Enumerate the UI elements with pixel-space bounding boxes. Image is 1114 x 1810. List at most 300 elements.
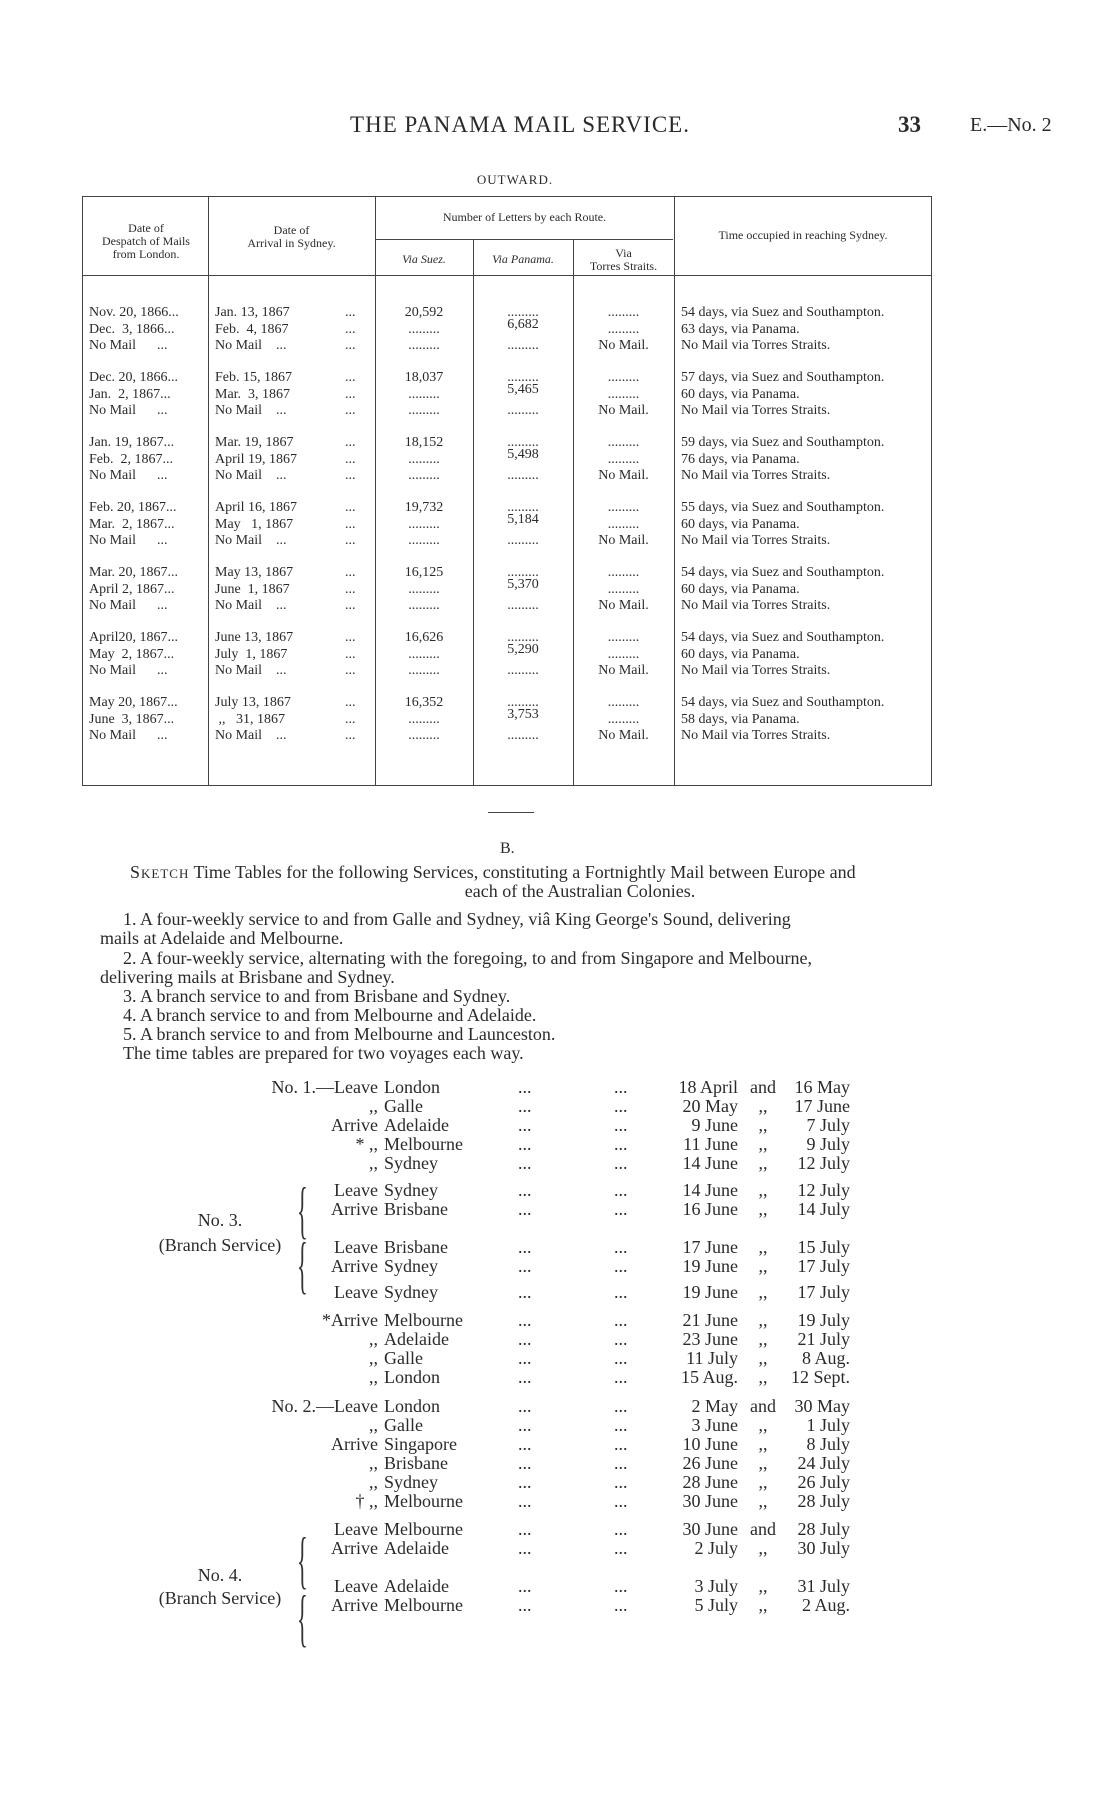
table-cell-despatch: No Mail ... [89,338,168,353]
table-cell-suez: ......... [408,598,440,613]
intro-line-2: each of the Australian Colonies. [464,881,696,901]
timetable-place: Melbourne [384,1310,463,1330]
table-cell-arrival: No Mail ... [215,468,287,483]
table-cell-time: 54 days, via Suez and Southampton. [681,305,885,320]
timetable-action: Arrive [331,1115,378,1135]
table-cell-despatch: April 2, 1867... [89,581,175,597]
table-cell-despatch: Dec. 20, 1866... [89,370,179,385]
dot-leader: ... [614,1199,628,1219]
table-cell-despatch: June 3, 1867... [89,711,175,727]
timetable-date-second: 14 July [797,1199,850,1219]
table-cell-time: 57 days, via Suez and Southampton. [681,370,885,385]
timetable-action: Leave [334,1180,378,1200]
dot-leader: ... [614,1348,628,1368]
table-cell-torres: ......... [607,370,640,385]
table-cell-suez: 16,626 [404,630,444,645]
service-item: 3. A branch service to and from Brisbane and Sydney. [123,986,511,1006]
table-cell-panama: ......... [507,500,539,515]
table-cell-suez: ......... [408,533,440,548]
table-cell-arrival: No Mail ... [215,338,287,353]
col-header-suez: Via Suez. [402,252,446,266]
timetable-row [0,1310,1114,1330]
table-cell-despatch: Feb. 20, 1867... [89,500,177,515]
timetable-row [0,1367,1114,1387]
table-cell-arrival: July 13, 1867 [215,695,291,710]
timetable-place: London [384,1396,440,1416]
timetable-separator: ,, [758,1115,768,1135]
dot-leader: ... [345,468,356,483]
timetable-place: Galle [384,1415,423,1435]
dot-leader: ... [614,1367,628,1387]
table-cell-time: No Mail via Torres Straits. [681,533,831,548]
table-row-group [83,305,931,365]
timetable-date-second: 2 Aug. [801,1595,850,1615]
timetable-row [0,1538,1114,1558]
service-item-cont: mails at Adelaide and Melbourne. [100,928,344,948]
timetable-row [0,1096,1114,1116]
table-cell-panama: ......... [507,695,539,710]
timetable-action: Leave [334,1282,378,1302]
timetable-place: Brisbane [384,1199,448,1219]
table-cell-despatch: Dec. 3, 1866... [89,321,175,337]
table-cell-arrival: ,, 31, 1867 [215,711,285,727]
dot-leader: ... [345,581,356,597]
timetable-separator: ,, [758,1310,768,1330]
timetable-date-second: 24 July [797,1453,850,1473]
dot-leader: ... [518,1256,532,1276]
table-cell-time: 55 days, via Suez and Southampton. [681,500,885,515]
table-cell-time: No Mail via Torres Straits. [681,468,831,483]
table-cell-suez: ......... [408,386,440,402]
dot-leader: ... [518,1282,532,1302]
dot-leader: ... [614,1153,628,1173]
timetable-date-second: 28 July [797,1491,850,1511]
table-cell-arrival: Jan. 13, 1867 [215,305,290,320]
table-cell-time: 54 days, via Suez and Southampton. [681,630,885,645]
dot-leader: ... [345,565,356,580]
dot-leader: ... [345,338,356,353]
timetable-place: Adelaide [384,1329,449,1349]
header-divider [375,239,673,240]
timetable-date-second: 1 July [806,1415,850,1435]
dot-leader: ... [614,1491,628,1511]
table-cell-panama: ......... [507,630,539,645]
timetable-date-second: 31 July [797,1576,850,1596]
dot-leader: ... [518,1595,532,1615]
timetable-action: Arrive [331,1256,378,1276]
timetable-date-second: 28 July [797,1519,850,1539]
service-item: 5. A branch service to and from Melbourne and Launceston. [123,1024,556,1044]
timetable-separator: ,, [758,1237,768,1257]
table-cell-arrival: No Mail ... [215,533,287,548]
timetable-date-first: 17 June [682,1237,738,1257]
timetable-place: Sydney [384,1180,438,1200]
section-label-b: B. [500,840,515,857]
table-cell-arrival: No Mail ... [215,598,287,613]
dot-leader: ... [614,1434,628,1454]
table-row-group [83,695,931,755]
dot-leader: ... [345,386,356,402]
dot-leader: ... [518,1472,532,1492]
dot-leader: ... [518,1077,532,1097]
dot-leader: ... [518,1237,532,1257]
dot-leader: ... [518,1576,532,1596]
col-header-time: Time occupied in reaching Sydney. [718,228,888,242]
table-cell-time: 60 days, via Panama. [681,516,800,532]
dot-leader: ... [614,1519,628,1539]
table-cell-time: No Mail via Torres Straits. [681,338,831,353]
timetable-row [0,1256,1114,1276]
col-header-letters: Number of Letters by each Route. [442,210,607,224]
table-cell-despatch: No Mail ... [89,403,168,418]
intro-line-1: Time Tables for the following Services, constituting a Fortnightly Mail between Europe and [193,862,856,882]
timetable-separator: ,, [758,1134,768,1154]
brace-symbol: { [297,1582,308,1653]
dot-leader: ... [345,630,356,645]
timetable-date-first: 15 Aug. [680,1367,738,1387]
table-cell-torres: ......... [607,711,640,727]
table-cell-arrival: April 19, 1867 [215,451,298,467]
timetable-date-first: 18 April [678,1077,738,1097]
table-row-group [83,500,931,560]
page-number: 33 [898,112,921,137]
table-cell-torres: No Mail. [598,338,649,353]
col-header-despatch: Date of Despatch of Mails from London. [102,221,190,261]
timetable-place: Singapore [384,1434,457,1454]
branch-3-number: No. 3. [197,1210,243,1230]
dot-leader: ... [518,1396,532,1416]
table-cell-arrival: Mar. 19, 1867 [215,435,294,450]
branch-4-label: (Branch Service) [158,1588,282,1608]
dot-leader: ... [614,1096,628,1116]
timetable-place: Brisbane [384,1453,448,1473]
table-cell-arrival: May 1, 1867 [215,516,294,532]
table-cell-time: No Mail via Torres Straits. [681,598,831,613]
timetable-place: Sydney [384,1472,438,1492]
timetable-date-first: 21 June [682,1310,738,1330]
table-cell-suez: 18,037 [404,370,444,385]
timetable-date-first: 28 June [682,1472,738,1492]
table-cell-despatch: Feb. 2, 1867... [89,451,173,467]
timetable-separator: ,, [758,1576,768,1596]
table-cell-despatch: No Mail ... [89,663,168,678]
timetable-date-second: 17 July [797,1282,850,1302]
timetable-date-second: 30 July [797,1538,850,1558]
dot-leader: ... [518,1434,532,1454]
timetable-date-first: 9 June [691,1115,738,1135]
timetable-row [0,1453,1114,1473]
dot-leader: ... [614,1256,628,1276]
document-reference: E.—No. 2 [970,114,1052,136]
timetable-date-second: 16 May [794,1077,850,1097]
table-cell-time: 76 days, via Panama. [681,451,800,467]
timetable-row [0,1115,1114,1135]
table-cell-despatch: April20, 1867... [89,630,179,645]
timetable-date-first: 2 May [691,1396,738,1416]
table-cell-suez: ......... [408,663,440,678]
dot-leader: ... [614,1415,628,1435]
table-cell-time: No Mail via Torres Straits. [681,728,831,743]
dot-leader: ... [614,1576,628,1596]
timetable-place: Melbourne [384,1134,463,1154]
table-cell-arrival: April 16, 1867 [215,500,298,515]
dot-leader: ... [614,1472,628,1492]
table-cell-suez: ......... [408,468,440,483]
table-cell-panama: 5,290 [507,642,539,657]
timetable-separator: ,, [758,1538,768,1558]
table-cell-suez: 16,125 [404,565,444,580]
table-cell-torres: No Mail. [598,403,649,418]
table-cell-torres: No Mail. [598,468,649,483]
table-cell-despatch: May 2, 1867... [89,646,175,662]
timetable-action: Leave [334,1237,378,1257]
col-header-arrival: Date of Arrival in Sydney. [247,223,336,250]
table-cell-panama: ......... [507,533,539,548]
table-row-group [83,435,931,495]
timetable-separator: ,, [758,1595,768,1615]
timetable-date-second: 12 July [797,1153,850,1173]
table-cell-arrival: Mar. 3, 1867 [215,386,291,402]
dot-leader: ... [518,1096,532,1116]
service-item: 2. A four-weekly service, alternating with the foregoing, to and from Singapore and Melbourne, [123,948,812,968]
timetable-separator: ,, [758,1096,768,1116]
table-cell-despatch: Nov. 20, 1866... [89,305,179,320]
timetable-action: † ,, [355,1491,378,1511]
table-cell-arrival: June 1, 1867 [215,581,290,597]
table-cell-panama: 5,465 [507,382,539,397]
timetable-place: Sydney [384,1282,438,1302]
dot-leader: ... [614,1310,628,1330]
table-cell-torres: ......... [607,581,640,597]
table-cell-panama: 5,184 [507,512,539,527]
table-cell-arrival: Feb. 4, 1867 [215,321,289,337]
table-cell-panama: ......... [507,728,539,743]
timetable-row [0,1329,1114,1349]
table-cell-panama: ......... [507,598,539,613]
table-cell-panama: ......... [507,338,539,353]
timetable-action: ,, [369,1415,378,1435]
table-row-group [83,630,931,690]
table-cell-panama: ......... [507,565,539,580]
timetable-row [0,1491,1114,1511]
timetable-date-first: 30 June [682,1519,738,1539]
dot-leader: ... [345,663,356,678]
dot-leader: ... [345,451,356,467]
brace-symbol: { [297,1229,308,1300]
table-cell-panama: 6,682 [507,317,539,332]
timetable-action: Arrive [331,1434,378,1454]
timetable-row [0,1396,1114,1416]
timetable-date-second: 17 June [794,1096,850,1116]
dot-leader: ... [345,516,356,532]
timetable-action: ,, [369,1472,378,1492]
timetable-action: Leave [334,1576,378,1596]
table-cell-time: 54 days, via Suez and Southampton. [681,695,885,710]
table-cell-panama: ......... [507,403,539,418]
dot-leader: ... [345,598,356,613]
timetable-action: Arrive [331,1199,378,1219]
timetable-date-first: 30 June [682,1491,738,1511]
timetable-separator: ,, [758,1153,768,1173]
timetable-date-first: 14 June [682,1153,738,1173]
timetable-date-second: 30 May [794,1396,850,1416]
timetable-date-first: 5 July [694,1595,738,1615]
timetable-action: Leave [334,1519,378,1539]
timetable-action: * ,, [355,1134,378,1154]
col-header-panama: Via Panama. [492,252,554,266]
timetable-row [0,1077,1114,1097]
table-cell-panama: ......... [507,305,539,320]
dot-leader: ... [345,403,356,418]
table-cell-panama: ......... [507,663,539,678]
timetable-date-first: 19 June [682,1282,738,1302]
timetable-date-first: 20 May [682,1096,738,1116]
table-cell-suez: ......... [408,516,440,532]
table-cell-torres: No Mail. [598,598,649,613]
timetable-separator: ,, [758,1329,768,1349]
table-cell-arrival: No Mail ... [215,403,287,418]
timetable-date-first: 14 June [682,1180,738,1200]
dot-leader: ... [614,1538,628,1558]
dot-leader: ... [614,1329,628,1349]
table-row-group [83,565,931,625]
timetable-action: No. 1.—Leave [271,1077,378,1097]
table-cell-despatch: No Mail ... [89,468,168,483]
timetable-date-second: 7 July [806,1115,850,1135]
dot-leader: ... [345,305,356,320]
table-cell-torres: ......... [607,565,640,580]
table-cell-suez: ......... [408,338,440,353]
table-cell-suez: 16,352 [404,695,444,710]
dot-leader: ... [518,1115,532,1135]
timetable-row [0,1415,1114,1435]
dot-leader: ... [345,695,356,710]
table-cell-time: 60 days, via Panama. [681,646,800,662]
outward-table [82,196,932,786]
timetable-separator: ,, [758,1180,768,1200]
table-cell-suez: ......... [408,646,440,662]
table-cell-arrival: July 1, 1867 [215,646,288,662]
timetable-date-second: 26 July [797,1472,850,1492]
timetable-row [0,1519,1114,1539]
dot-leader: ... [614,1396,628,1416]
timetable-date-first: 2 July [694,1538,738,1558]
timetable-separator: ,, [758,1472,768,1492]
brace-symbol: { [297,1524,308,1595]
branch-4-number: No. 4. [197,1565,243,1585]
timetable-action: Arrive [331,1595,378,1615]
timetable-action: ,, [369,1153,378,1173]
timetable-action: ,, [369,1096,378,1116]
timetable-place: Sydney [384,1153,438,1173]
timetable-separator: and [750,1396,776,1416]
dot-leader: ... [345,321,356,337]
table-cell-time: 54 days, via Suez and Southampton. [681,565,885,580]
timetable-action: ,, [369,1453,378,1473]
dot-leader: ... [518,1348,532,1368]
timetable-date-first: 19 June [682,1256,738,1276]
timetable-separator: ,, [758,1415,768,1435]
table-cell-arrival: No Mail ... [215,728,287,743]
table-cell-torres: ......... [607,435,640,450]
table-cell-panama: 3,753 [507,707,539,722]
table-cell-time: 63 days, via Panama. [681,321,800,337]
table-cell-suez: ......... [408,403,440,418]
table-cell-suez: ......... [408,581,440,597]
table-cell-despatch: No Mail ... [89,598,168,613]
timetable-place: Adelaide [384,1576,449,1596]
table-cell-suez: ......... [408,451,440,467]
timetable-date-first: 11 June [683,1134,738,1154]
dot-leader: ... [518,1199,532,1219]
timetable-place: Brisbane [384,1237,448,1257]
dot-leader: ... [345,646,356,662]
timetable-place: Melbourne [384,1519,463,1539]
table-cell-despatch: No Mail ... [89,728,168,743]
table-cell-despatch: May 20, 1867... [89,695,178,710]
timetable-row [0,1348,1114,1368]
brace-symbol: { [297,1174,308,1245]
timetable-separator: and [750,1077,776,1097]
timetable-date-first: 3 June [691,1415,738,1435]
timetable-separator: ,, [758,1282,768,1302]
table-cell-suez: 19,732 [404,500,444,515]
dot-leader: ... [518,1310,532,1330]
timetable-place: London [384,1077,440,1097]
table-cell-despatch: Mar. 2, 1867... [89,516,175,532]
table-cell-torres: No Mail. [598,728,649,743]
dot-leader: ... [614,1595,628,1615]
timetable-action: *Arrive [322,1310,378,1330]
dot-leader: ... [614,1115,628,1135]
timetable-date-second: 19 July [797,1310,850,1330]
service-item: 1. A four-weekly service to and from Galle and Sydney, viâ King George's Sound, delivering [123,909,791,929]
timetable-date-second: 9 July [806,1134,850,1154]
timetable-action: ,, [369,1348,378,1368]
table-cell-torres: ......... [607,695,640,710]
timetable-date-second: 12 Sept. [790,1367,850,1387]
table-cell-suez: 18,152 [404,435,444,450]
timetable-place: Galle [384,1096,423,1116]
timetable-action: ,, [369,1367,378,1387]
dot-leader: ... [614,1134,628,1154]
timetable-date-second: 15 July [797,1237,850,1257]
dot-leader: ... [518,1415,532,1435]
timetable-separator: and [750,1519,776,1539]
dot-leader: ... [614,1077,628,1097]
table-cell-torres: ......... [607,305,640,320]
time-table-note: The time tables are prepared for two voyages each way. [123,1043,524,1063]
timetable-date-first: 23 June [682,1329,738,1349]
table-cell-arrival: No Mail ... [215,663,287,678]
table-cell-time: No Mail via Torres Straits. [681,663,831,678]
timetable-date-first: 3 July [694,1576,738,1596]
table-cell-torres: ......... [607,451,640,467]
table-cell-time: 60 days, via Panama. [681,581,800,597]
dot-leader: ... [518,1519,532,1539]
table-cell-panama: ......... [507,468,539,483]
table-cell-arrival: Feb. 15, 1867 [215,370,292,385]
col-header-torres: Via Torres Straits. [589,246,658,273]
dot-leader: ... [614,1453,628,1473]
table-cell-panama: ......... [507,370,539,385]
dot-leader: ... [345,435,356,450]
table-cell-arrival: June 13, 1867 [215,630,294,645]
table-cell-time: No Mail via Torres Straits. [681,403,831,418]
table-cell-suez: ......... [408,711,440,727]
table-cell-panama: 5,370 [507,577,539,592]
timetable-place: Melbourne [384,1491,463,1511]
